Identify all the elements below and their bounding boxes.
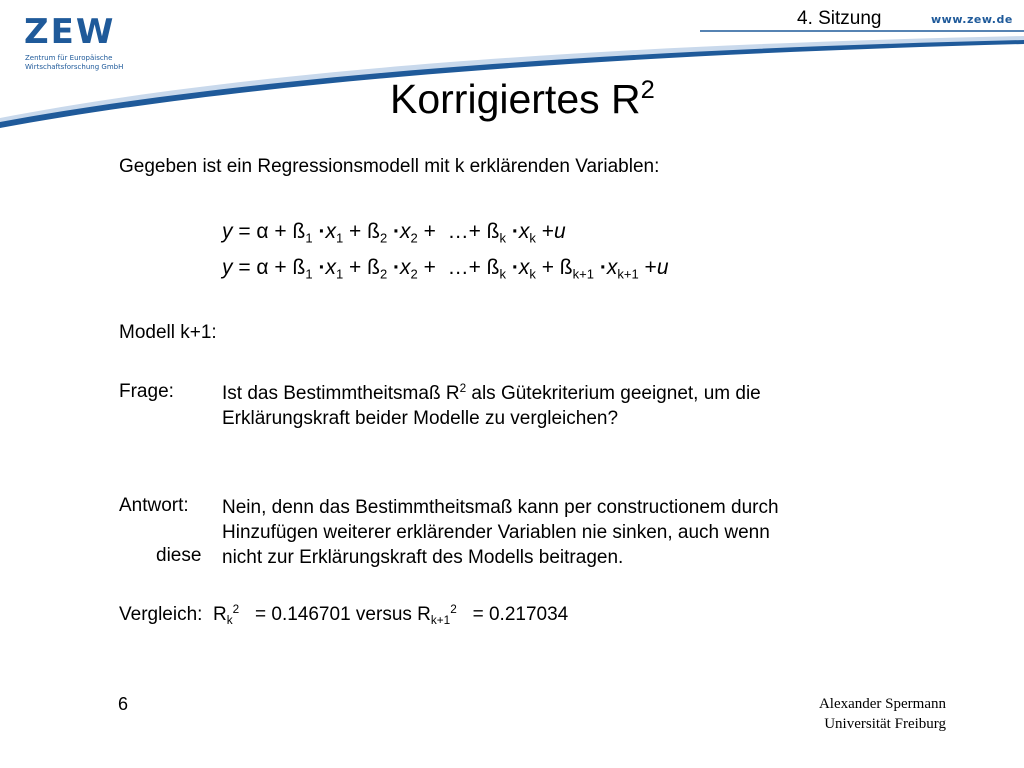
website-link[interactable]: www.zew.de [931, 13, 1013, 26]
antwort-label: Antwort: [119, 495, 189, 516]
frage-text: Ist das Bestimmtheitsmaß $R^2$ als Gütekriterium geeignet, um die Erklärungskraft beider Modelle zu vergleichen? [222, 381, 761, 429]
frage-label: Frage: [119, 381, 174, 402]
vergleich-line: Vergleich: $R_k^2$ = 0.146701 versus $R_{k+1}^2$ = 0.217034 [119, 602, 569, 628]
antwort-line3-lead: diese [156, 545, 202, 566]
zew-logo-subtitle-line2: Wirtschaftsforschung GmbH [25, 63, 124, 71]
zew-logo-subtitle-line1: Zentrum für Europäische [25, 54, 113, 62]
equation-model-k: $y = \alpha + ß_1 \cdot x_1$ + $ß_2 \cdot x_2$ + …+ $ß_k \cdot x_k +u$ [222, 220, 566, 246]
session-label: 4. Sitzung [797, 8, 882, 29]
intro-text: Gegeben ist ein Regressionsmodell mit k erklärenden Variablen: [119, 156, 660, 177]
antwort-text: Nein, denn das Bestimmtheitsmaß kann per constructionem durch Hinzufügen weiterer erklärender Variablen nie sinken, auch wenn nicht zur Erklärungskraft des Modells beitragen. [222, 497, 779, 568]
zew-logo: ZEW [24, 12, 116, 52]
author-affiliation: Universität Freiburg [824, 716, 946, 732]
page-title [390, 76, 655, 123]
page-title-superscript: 2 [640, 75, 655, 104]
page-title-text: Korrigiertes R [390, 76, 641, 122]
equation-model-k-plus-1: $y = \alpha + ß_1 \cdot x_1$ + $ß_2 \cdot x_2$ + …+ $ß_k \cdot x_k$ + $ß_{k+1} \cdot x_{k+1} +u$ [222, 256, 669, 282]
modell-k1-label: Modell k+1: [119, 322, 217, 343]
page-number: 6 [118, 694, 129, 714]
author-name: Alexander Spermann [818, 696, 946, 712]
